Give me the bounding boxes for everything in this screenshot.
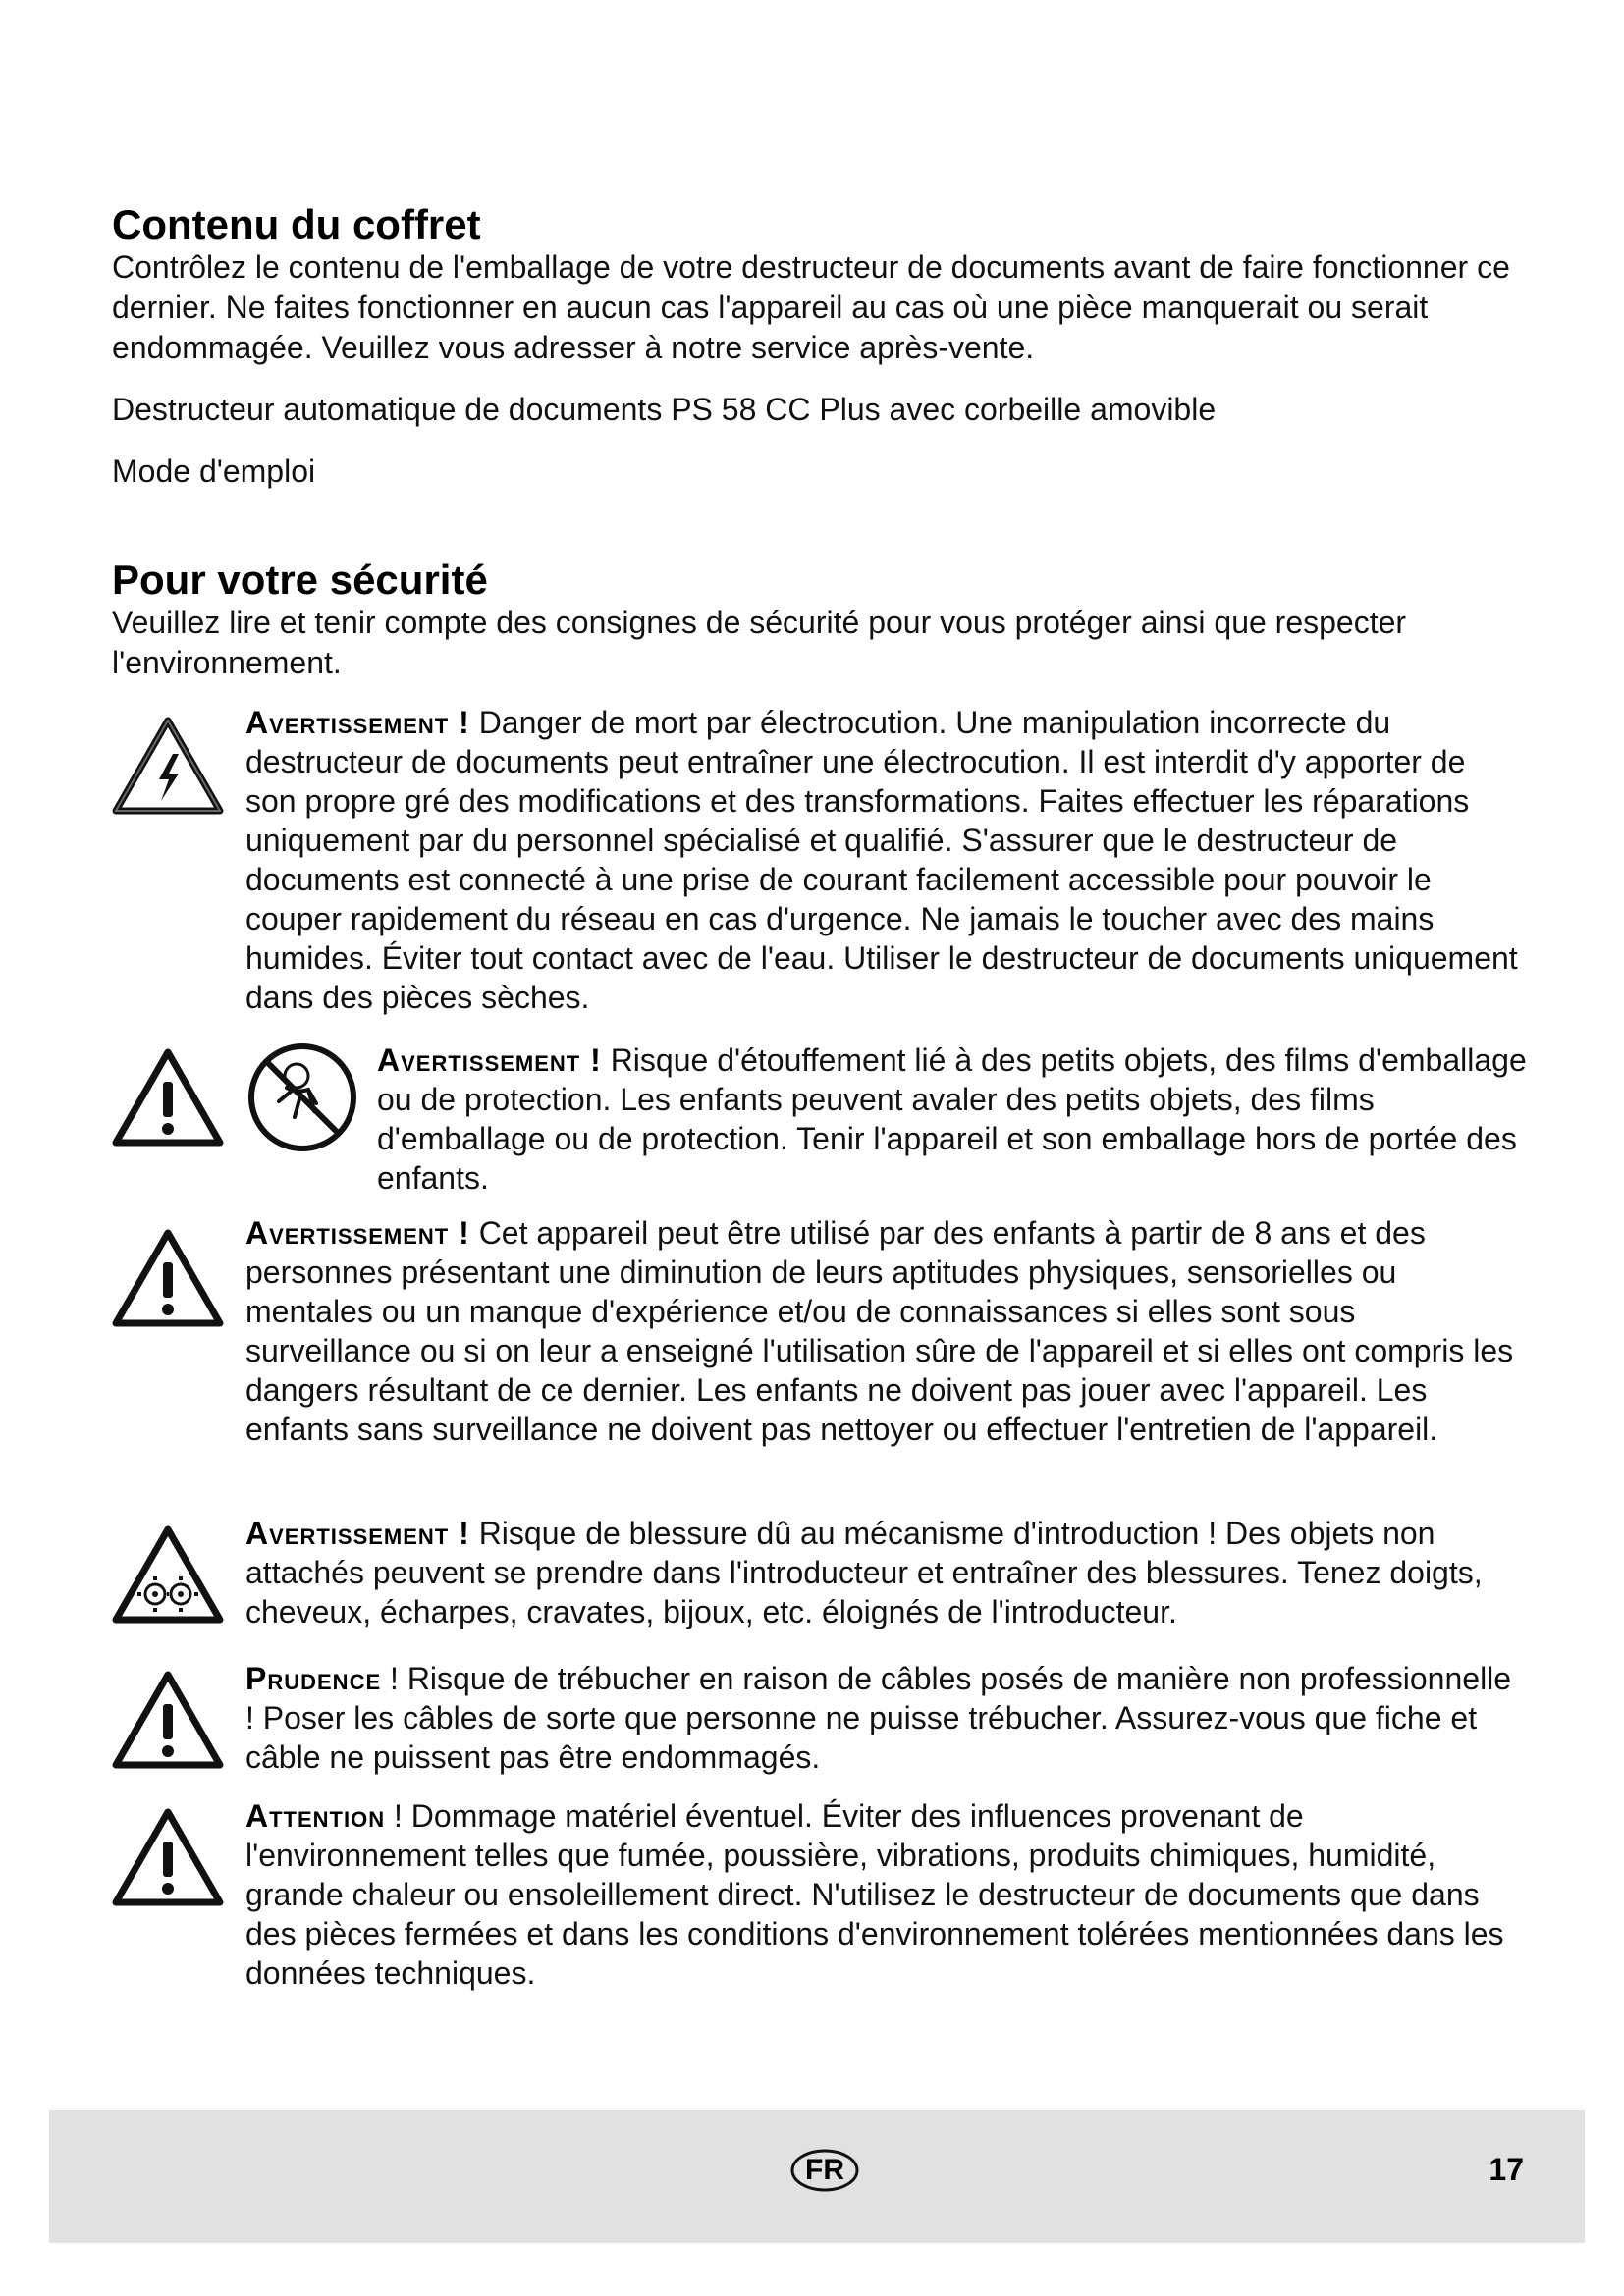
warning-label: Prudence [245,1661,382,1696]
section-contenu [112,202,1526,492]
contenu-item-manual: Mode d'emploi [112,454,316,489]
securite-intro: Veuillez lire et tenir compte des consignes de sécurité pour vous protéger ainsi que respecter l'environnement. [112,605,1407,680]
warning-text [245,1213,1522,1449]
language-badge [789,2148,860,2193]
no-children-icon [245,1041,359,1154]
warning-body: Risque d'étouffement lié à des petits objets, des films d'emballage ou de protection. Les enfants peuvent avaler des petits objets, des films d'emballage ou de protection. Tenir l'appareil et son emballage hors de portée des enfants. [377,1042,1527,1196]
page-number: 17 [1489,2152,1524,2187]
warning-label: Avertissement ! [245,1516,470,1551]
warning-body: Cet appareil peut être utilisé par des enfants à partir de 8 ans et des personnes présentant une diminution de leurs aptitudes physiques, sensorielles ou mentales ou un manque d'expérience et/ou de connaissances si elles sont sous surveillance ou si on leur a enseigné l'utilisation sûre de l'appareil et si elles ont compris les dangers résultant de ce dernier. Les enfants ne doivent pas jouer avec l'appareil. Les enfants sans surveillance ne doivent pas nettoyer ou effectuer l'entretien de l'appareil. [245,1215,1514,1447]
warning-text [377,1041,1536,1198]
warning-text [245,1659,1512,1777]
warning-body: Risque de blessure dû au mécanisme d'introduction ! Des objets non attachés peuvent se prendre dans l'introducteur et entraîner des blessures. Tenez doigts, cheveux, écharpes, cravates, bijoux, etc. éloignés de l'introducteur. [245,1516,1483,1629]
warning-body: ! Risque de trébucher en raison de câbles posés de manière non professionnelle ! Poser les câbles de sorte que personne ne puisse trébucher. Assurez-vous que fiche et câble ne puissent pas être endommagés. [245,1661,1512,1775]
warning-label: Avertissement ! [245,705,470,740]
warning-triangle-icon [112,1669,224,1771]
section-title-securite: Pour votre sécurité [112,557,488,603]
section-securite [112,558,1526,683]
contenu-paragraph: Contrôlez le contenu de l'emballage de votre destructeur de documents avant de faire fonctionner ce dernier. Ne faites fonctionner en aucun cas l'appareil au cas où une pièce manquerait ou serait endommagée. Veuillez vous adresser à notre service après-vente. [112,249,1510,365]
warning-text [245,703,1522,1017]
warning-label: Attention [245,1798,386,1834]
gears-hazard-icon [112,1523,224,1626]
warning-body: ! Dommage matériel éventuel. Éviter des influences provenant de l'environnement telles que fumée, poussière, vibrations, produits chimiques, humidité, grande chaleur ou ensoleillement direct. N'utilisez le destructeur de documents que dans des pièces fermées et dans les conditions d'environnement tolérées mentionnées dans les données techniques. [245,1798,1504,1991]
warning-triangle-icon [112,1227,224,1329]
warning-body: Danger de mort par électrocution. Une manipulation incorrecte du destructeur de documents peut entraîner une électrocution. Il est interdit d'y apporter de son propre gré des modifications et des transformations. Faites effectuer les réparations uniquement par du personnel spécialisé et qualifié. S'assurer que le destructeur de documents est connecté à une prise de courant facilement accessible pour pouvoir le couper rapidement du réseau en cas d'urgence. Ne jamais le toucher avec des mains humides. Éviter tout contact avec de l'eau. Utiliser le destructeur de documents uniquement dans des pièces sèches. [245,705,1518,1015]
warning-triangle-icon [112,1806,224,1908]
warning-text [245,1796,1522,1993]
section-title-contenu: Contenu du coffret [112,201,481,247]
warning-text [245,1514,1542,1631]
warning-label: Avertissement ! [377,1042,602,1078]
electric-hazard-icon [112,715,224,817]
warning-label: Avertissement ! [245,1215,470,1251]
page-footer [49,2110,1585,2243]
language-code: FR [805,2154,844,2186]
warning-triangle-icon [112,1046,224,1148]
contenu-item-product: Destructeur automatique de documents PS 58 CC Plus avec corbeille amovible [112,392,1217,427]
